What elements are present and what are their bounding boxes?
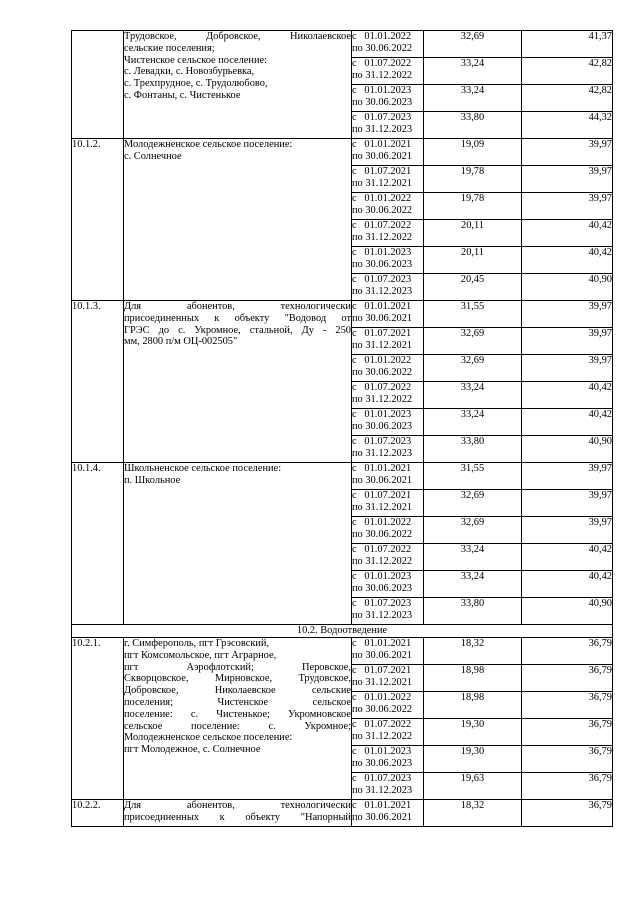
period-to: по 31.12.2022 xyxy=(352,730,413,742)
period-from: с 01.07.2022 xyxy=(352,544,412,555)
tariff-value-2: 40,42 xyxy=(522,571,613,598)
period-cell xyxy=(352,719,424,746)
tariff-value-1: 33,24 xyxy=(424,409,522,436)
tariff-value-2: 39,97 xyxy=(522,517,613,544)
period-to: по 30.06.2021 xyxy=(352,649,413,661)
period-from: с 01.01.2021 xyxy=(352,463,412,474)
tariff-value-1: 33,24 xyxy=(424,85,522,112)
item-number: 10.1.2. xyxy=(72,139,124,301)
period-to: по 31.12.2023 xyxy=(352,784,413,796)
table-row xyxy=(72,301,613,328)
item-number xyxy=(72,31,124,139)
description-line: с. Трехпрудное, с. Трудолюбово, xyxy=(124,78,268,90)
tariff-value-1: 33,24 xyxy=(424,544,522,571)
period-cell xyxy=(352,85,424,112)
description-line: присоединенных к объекту "Водовод от xyxy=(124,312,351,324)
description-line: поселение: с. Чистенькое; Укромновское xyxy=(124,708,351,720)
period-to: по 30.06.2023 xyxy=(352,757,413,769)
tariff-value-2: 36,79 xyxy=(522,746,613,773)
period-to: по 30.06.2023 xyxy=(352,420,413,432)
tariff-value-1: 33,24 xyxy=(424,571,522,598)
tariff-value-2: 39,97 xyxy=(522,328,613,355)
period-cell xyxy=(352,517,424,544)
tariff-value-2: 39,97 xyxy=(522,301,613,328)
period-to: по 30.06.2022 xyxy=(352,42,413,54)
item-description xyxy=(124,800,352,827)
table-row xyxy=(72,463,613,490)
tariff-value-2: 40,90 xyxy=(522,598,613,625)
tariff-value-2: 36,79 xyxy=(522,719,613,746)
period-to: по 30.06.2021 xyxy=(352,150,413,162)
table-row xyxy=(72,139,613,166)
period-to: по 31.12.2021 xyxy=(352,339,413,351)
tariff-value-1: 32,69 xyxy=(424,355,522,382)
description-line: Скворцовское, Мирновское, Трудовское, xyxy=(124,673,351,685)
description-line: Для абонентов, технологически xyxy=(124,800,351,811)
description-line: с. Фонтаны, с. Чистенькое xyxy=(124,89,241,101)
period-cell xyxy=(352,746,424,773)
tariff-value-1: 33,24 xyxy=(424,382,522,409)
description-line: с. Солнечное xyxy=(124,150,182,162)
description-line: с. Левадки, с. Новозбурьевка, xyxy=(124,66,255,78)
tariff-value-1: 33,80 xyxy=(424,436,522,463)
description-line: сельские поселения; xyxy=(124,42,215,54)
period-cell xyxy=(352,301,424,328)
period-from: с 01.07.2021 xyxy=(352,490,412,501)
description-line: ГРЭС до с. Укромное, стальной, Ду - 250 xyxy=(124,324,351,336)
item-description xyxy=(124,31,352,139)
tariff-value-1: 18,98 xyxy=(424,665,522,692)
tariff-value-2: 40,42 xyxy=(522,220,613,247)
tariff-value-1: 32,69 xyxy=(424,517,522,544)
period-to: по 30.06.2021 xyxy=(352,474,413,486)
tariff-value-2: 39,97 xyxy=(522,166,613,193)
tariff-value-2: 42,82 xyxy=(522,85,613,112)
description-line: Молодежненское сельское поселение: xyxy=(124,139,293,150)
tariff-value-2: 36,79 xyxy=(522,692,613,719)
period-to: по 30.06.2022 xyxy=(352,204,413,216)
tariff-value-1: 20,11 xyxy=(424,220,522,247)
period-to: по 31.12.2023 xyxy=(352,609,413,621)
description-line: сельское поселение: с. Укромное; xyxy=(124,720,351,732)
item-number: 10.1.4. xyxy=(72,463,124,625)
tariff-value-2: 40,90 xyxy=(522,274,613,301)
period-cell xyxy=(352,328,424,355)
period-to: по 30.06.2022 xyxy=(352,703,413,715)
period-cell xyxy=(352,220,424,247)
period-cell xyxy=(352,31,424,58)
period-to: по 30.06.2022 xyxy=(352,366,413,378)
tariff-value-1: 33,80 xyxy=(424,112,522,139)
period-cell xyxy=(352,571,424,598)
period-from: с 01.01.2021 xyxy=(352,800,412,811)
tariff-value-1: 33,24 xyxy=(424,58,522,85)
period-to: по 31.12.2023 xyxy=(352,123,413,135)
item-number: 10.2.1. xyxy=(72,638,124,800)
period-from: с 01.01.2023 xyxy=(352,85,412,96)
period-from: с 01.01.2022 xyxy=(352,31,412,42)
period-from: с 01.01.2021 xyxy=(352,139,412,150)
period-cell xyxy=(352,436,424,463)
description-line: мм, 2800 п/м ОЦ-002505" xyxy=(124,336,238,348)
period-from: с 01.07.2022 xyxy=(352,58,412,69)
period-to: по 31.12.2023 xyxy=(352,447,413,459)
description-line: пгт Комсомольское, пгт Аграрное, xyxy=(124,649,277,661)
section-row xyxy=(72,625,613,638)
table-row xyxy=(72,31,613,58)
item-description xyxy=(124,638,352,800)
tariff-value-1: 19,30 xyxy=(424,746,522,773)
tariff-value-1: 18,98 xyxy=(424,692,522,719)
period-from: с 01.01.2022 xyxy=(352,355,412,366)
period-to: по 30.06.2023 xyxy=(352,258,413,270)
tariff-value-2: 41,37 xyxy=(522,31,613,58)
tariff-value-1: 19,78 xyxy=(424,193,522,220)
period-to: по 31.12.2022 xyxy=(352,231,413,243)
period-cell xyxy=(352,409,424,436)
period-from: с 01.07.2022 xyxy=(352,719,412,730)
description-line: п. Школьное xyxy=(124,474,181,486)
section-title: 10.2. Водоотведение xyxy=(72,625,613,638)
period-from: с 01.07.2023 xyxy=(352,773,412,784)
period-from: с 01.07.2021 xyxy=(352,665,412,676)
period-from: с 01.07.2023 xyxy=(352,112,412,123)
period-to: по 30.06.2021 xyxy=(352,312,413,324)
description-line: присоединенных к объекту "Напорный xyxy=(124,811,351,823)
tariff-value-1: 20,45 xyxy=(424,274,522,301)
table-row xyxy=(72,800,613,827)
item-description xyxy=(124,463,352,625)
tariff-value-1: 32,69 xyxy=(424,328,522,355)
period-cell xyxy=(352,247,424,274)
period-from: с 01.07.2021 xyxy=(352,166,412,177)
period-cell xyxy=(352,598,424,625)
period-from: с 01.01.2021 xyxy=(352,301,412,312)
tariff-value-1: 33,80 xyxy=(424,598,522,625)
description-line: пгт Молодежное, с. Солнечное xyxy=(124,744,261,756)
tariff-value-2: 39,97 xyxy=(522,139,613,166)
period-to: по 30.06.2021 xyxy=(352,811,413,823)
description-line: пгт Аэрофлотский; Перовское, xyxy=(124,661,351,673)
period-cell xyxy=(352,193,424,220)
tariff-value-1: 19,78 xyxy=(424,166,522,193)
tariff-value-2: 42,82 xyxy=(522,58,613,85)
period-from: с 01.07.2022 xyxy=(352,220,412,231)
period-cell xyxy=(352,355,424,382)
period-from: с 01.07.2022 xyxy=(352,382,412,393)
item-description xyxy=(124,139,352,301)
tariff-value-2: 36,79 xyxy=(522,638,613,665)
period-cell xyxy=(352,463,424,490)
period-to: по 31.12.2022 xyxy=(352,555,413,567)
period-cell xyxy=(352,800,424,827)
period-cell xyxy=(352,274,424,301)
tariff-table-body xyxy=(72,31,613,827)
tariff-value-2: 39,97 xyxy=(522,193,613,220)
period-cell xyxy=(352,490,424,517)
period-to: по 31.12.2022 xyxy=(352,393,413,405)
period-cell xyxy=(352,139,424,166)
period-cell xyxy=(352,692,424,719)
tariff-table xyxy=(71,30,613,827)
period-from: с 01.07.2021 xyxy=(352,328,412,339)
tariff-value-2: 40,42 xyxy=(522,247,613,274)
period-to: по 31.12.2021 xyxy=(352,676,413,688)
period-from: с 01.01.2023 xyxy=(352,409,412,420)
period-from: с 01.01.2023 xyxy=(352,746,412,757)
tariff-value-1: 19,30 xyxy=(424,719,522,746)
tariff-value-2: 44,32 xyxy=(522,112,613,139)
tariff-value-2: 36,79 xyxy=(522,773,613,800)
period-cell xyxy=(352,665,424,692)
period-from: с 01.01.2023 xyxy=(352,247,412,258)
tariff-value-1: 32,69 xyxy=(424,490,522,517)
tariff-value-2: 39,97 xyxy=(522,490,613,517)
tariff-value-1: 18,32 xyxy=(424,638,522,665)
period-cell xyxy=(352,638,424,665)
table-row xyxy=(72,638,613,665)
period-to: по 31.12.2023 xyxy=(352,285,413,297)
tariff-value-1: 20,11 xyxy=(424,247,522,274)
item-number: 10.2.2. xyxy=(72,800,124,827)
tariff-value-2: 39,97 xyxy=(522,463,613,490)
item-number: 10.1.3. xyxy=(72,301,124,463)
tariff-value-1: 18,32 xyxy=(424,800,522,827)
description-line: Чистенское сельское поселение: xyxy=(124,54,268,66)
description-line: г. Симферополь, пгт Грэсовский, xyxy=(124,638,270,649)
period-to: по 30.06.2023 xyxy=(352,96,413,108)
tariff-value-2: 40,42 xyxy=(522,409,613,436)
period-cell xyxy=(352,58,424,85)
description-line: Школьненское сельское поселение: xyxy=(124,463,282,474)
period-from: с 01.07.2023 xyxy=(352,274,412,285)
period-cell xyxy=(352,544,424,571)
period-to: по 31.12.2021 xyxy=(352,177,413,189)
tariff-value-1: 19,63 xyxy=(424,773,522,800)
period-to: по 31.12.2021 xyxy=(352,501,413,513)
description-line: Трудовское, Добровское, Николаевское xyxy=(124,31,351,42)
period-from: с 01.01.2023 xyxy=(352,571,412,582)
description-line: Добровское, Николаевское сельские xyxy=(124,685,351,697)
period-to: по 31.12.2022 xyxy=(352,69,413,81)
period-cell xyxy=(352,773,424,800)
tariff-value-1: 32,69 xyxy=(424,31,522,58)
tariff-value-2: 36,79 xyxy=(522,665,613,692)
tariff-value-2: 40,42 xyxy=(522,382,613,409)
description-line: поселения; Чистенское сельское xyxy=(124,696,351,708)
period-from: с 01.01.2022 xyxy=(352,517,412,528)
description-line: Молодежненское сельское поселение: xyxy=(124,732,293,744)
item-description xyxy=(124,301,352,463)
tariff-value-1: 19,09 xyxy=(424,139,522,166)
period-from: с 01.01.2021 xyxy=(352,638,412,649)
period-from: с 01.01.2022 xyxy=(352,692,412,703)
period-to: по 30.06.2022 xyxy=(352,528,413,540)
period-to: по 30.06.2023 xyxy=(352,582,413,594)
period-cell xyxy=(352,112,424,139)
period-from: с 01.07.2023 xyxy=(352,436,412,447)
tariff-value-2: 39,97 xyxy=(522,355,613,382)
description-line: Для абонентов, технологически xyxy=(124,301,351,312)
tariff-value-2: 40,90 xyxy=(522,436,613,463)
tariff-value-1: 31,55 xyxy=(424,301,522,328)
tariff-value-2: 36,79 xyxy=(522,800,613,827)
tariff-value-2: 40,42 xyxy=(522,544,613,571)
period-from: с 01.01.2022 xyxy=(352,193,412,204)
period-cell xyxy=(352,382,424,409)
period-from: с 01.07.2023 xyxy=(352,598,412,609)
tariff-value-1: 31,55 xyxy=(424,463,522,490)
period-cell xyxy=(352,166,424,193)
